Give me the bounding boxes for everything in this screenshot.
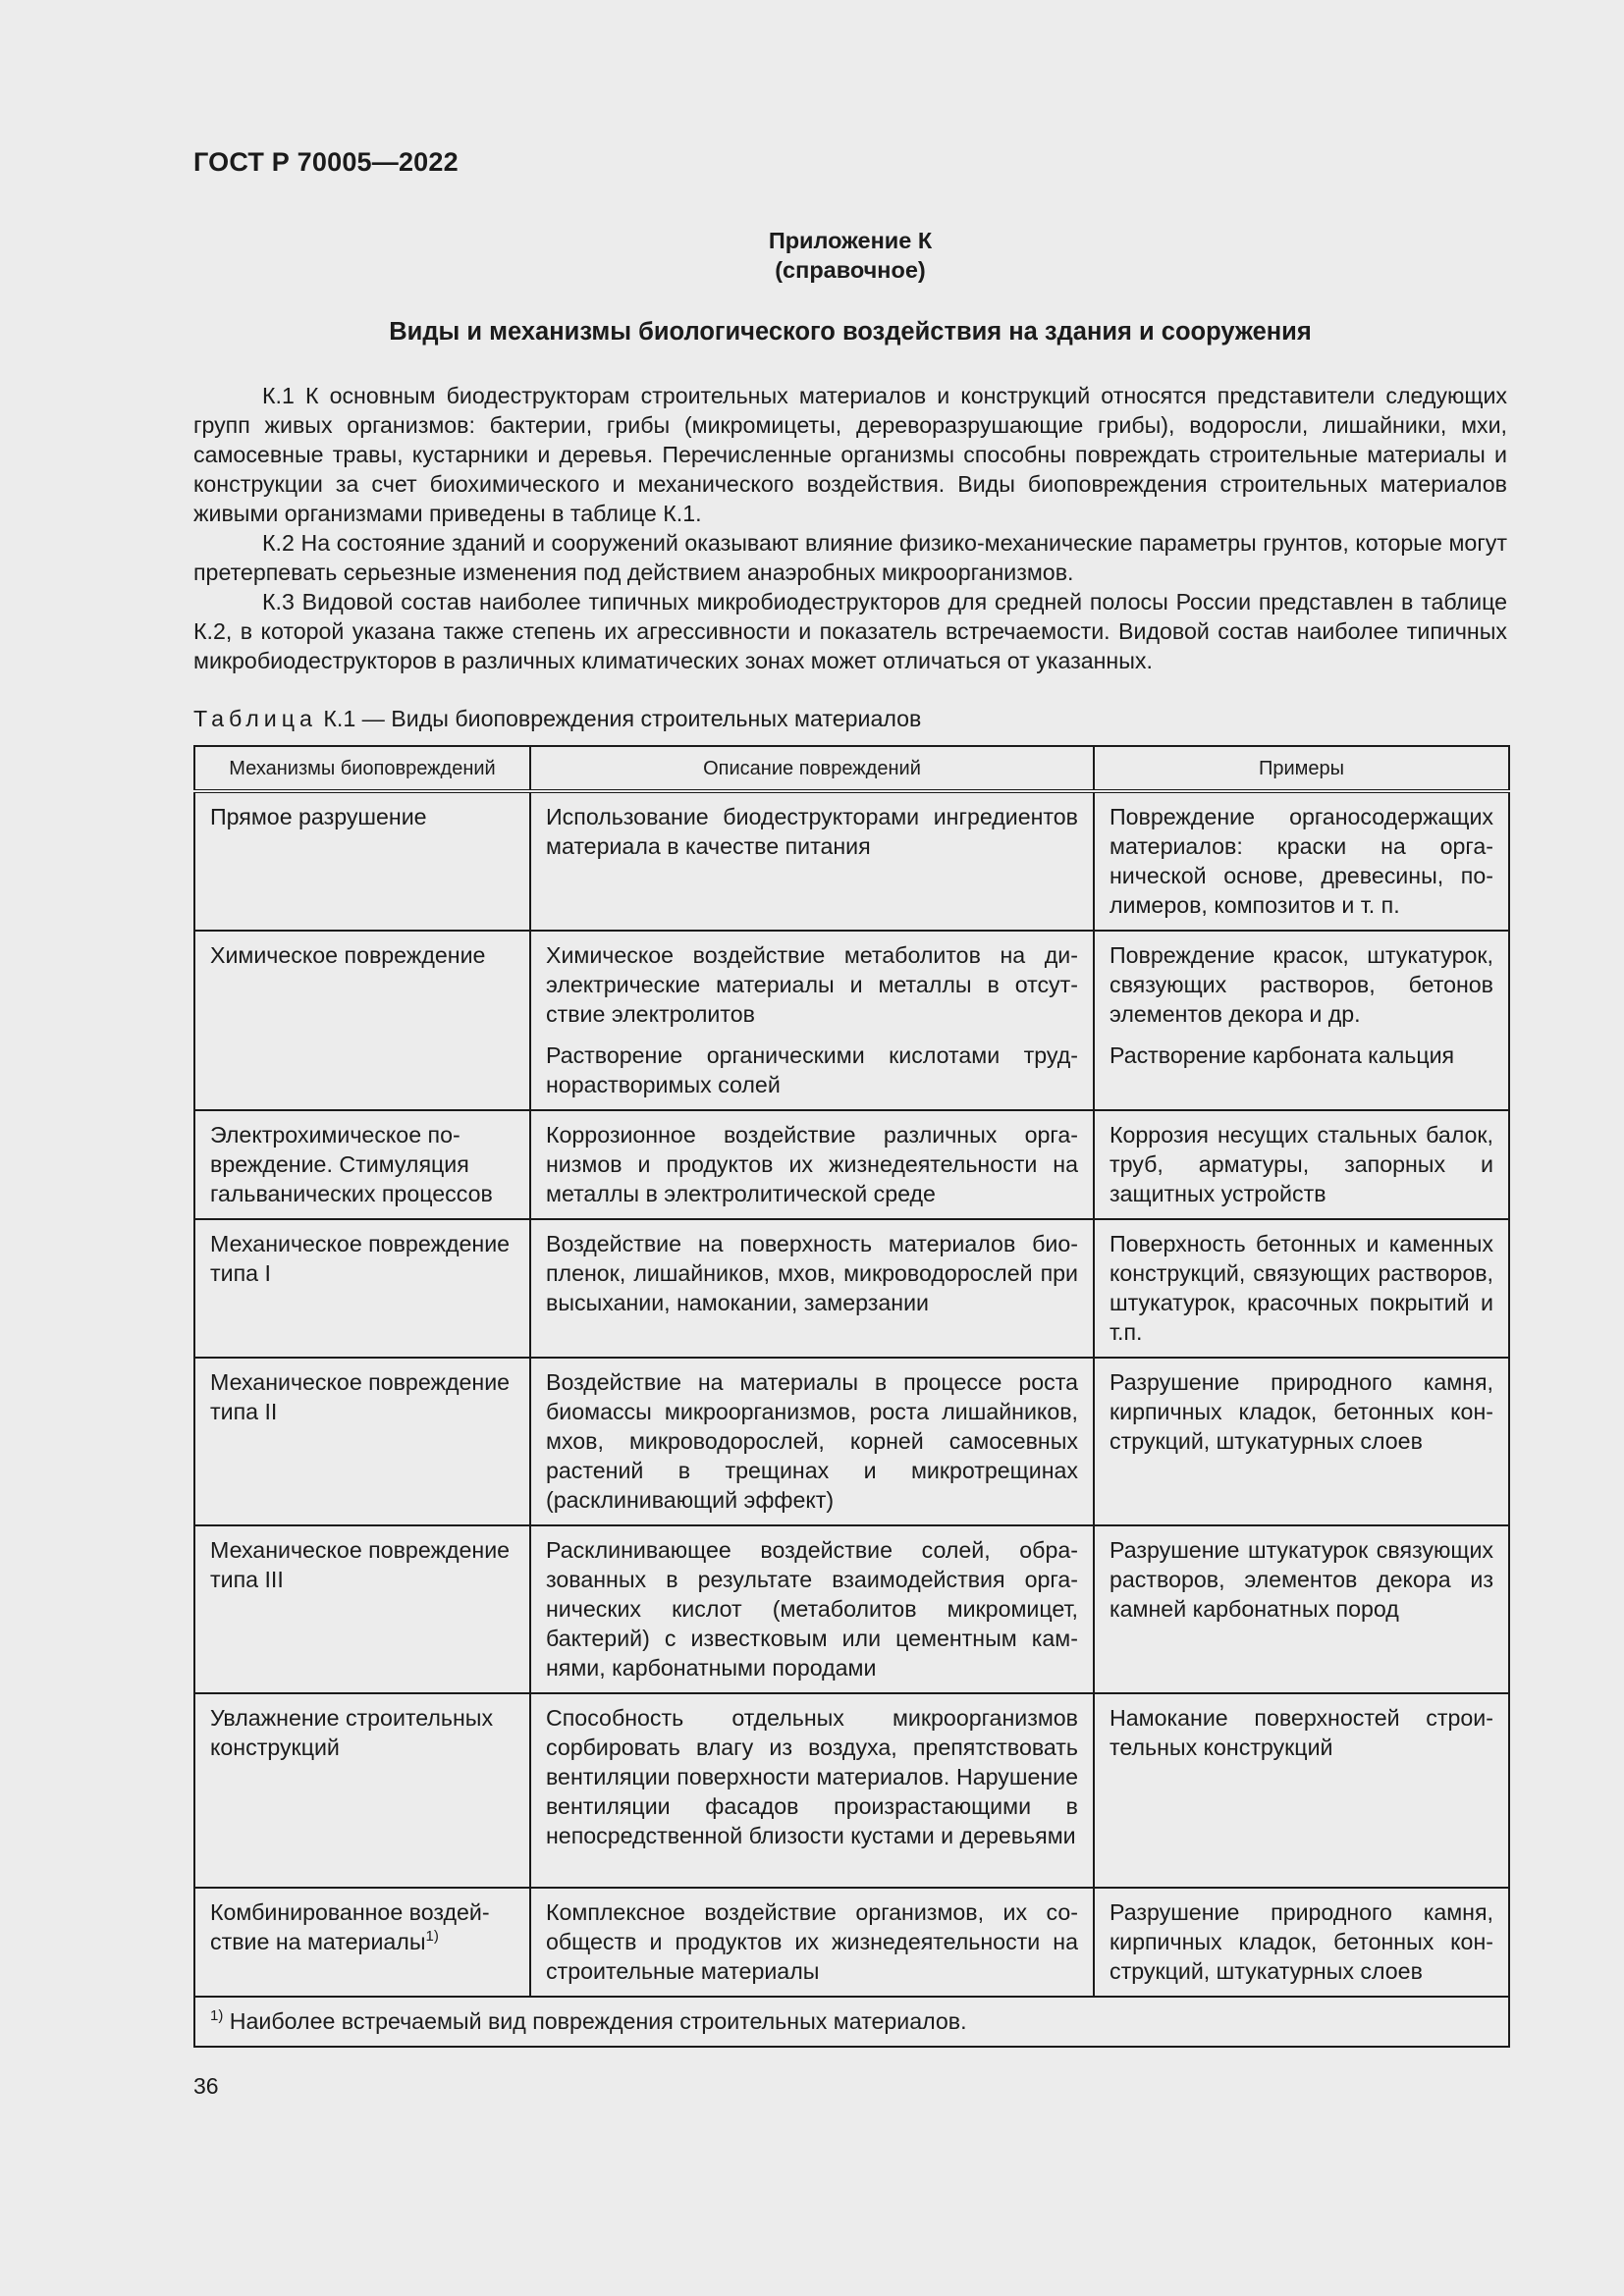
header-mechanism: Механизмы биоповреждений <box>194 746 530 791</box>
description-text: Способность отдельных микроорганизмов сорбировать влагу из воздуха, препятствовать вентиляции поверхности материалов. Нарушение вентиляции фасадов произрастающими в непосредственной близости кустами и деревьями <box>546 1705 1078 1848</box>
cell-mechanism: Механическое повреждение типа II <box>194 1358 530 1525</box>
cell-description <box>530 1110 1094 1219</box>
description-text: Растворение органическими кислотами труднорастворимых солей <box>546 1042 1078 1097</box>
table-header-row <box>194 746 1509 791</box>
appendix-heading <box>193 226 1507 285</box>
biodamage-table <box>193 745 1510 2048</box>
cell-examples <box>1094 1693 1509 1888</box>
examples-text: Коррозия несущих стальных балок, труб, арматуры, запорных и защитных устройств <box>1110 1122 1493 1206</box>
table-row <box>194 1525 1509 1693</box>
description-text: Коррозионное воздействие различных организмов и продуктов их жизнедеятельности на металлы в электролитической среде <box>546 1122 1078 1206</box>
cell-examples <box>1094 791 1509 931</box>
description-text: Комплексное воздействие организмов, их сообществ и продуктов их жизнедеятельности на строительные материалы <box>546 1899 1078 1984</box>
examples-text: Повреждение органосодержащих материалов: краски на органической основе, древесины, полимеров, композитов и т. п. <box>1110 804 1493 918</box>
cell-description <box>530 1525 1094 1693</box>
cell-examples <box>1094 1110 1509 1219</box>
standard-number: ГОСТ Р 70005—2022 <box>193 147 459 177</box>
table-caption <box>193 704 921 733</box>
cell-examples <box>1094 931 1509 1110</box>
table-footnote-row <box>194 1997 1509 2047</box>
description-text: Химическое воздействие метаболитов на диэлектрические материалы и металлы в отсутствие электролитов <box>546 942 1078 1027</box>
cell-mechanism: Механическое повреждение типа III <box>194 1525 530 1693</box>
page-number: 36 <box>193 2073 219 2099</box>
footnote-mark: 1) <box>210 2007 224 2024</box>
paragraph-k2: К.2 На состояние зданий и сооружений оказывают влияние физико-механические параметры грунтов, которые могут претерпевать серьезные изменения под действием анаэробных микроорганизмов. <box>193 530 1507 585</box>
description-text: Воздействие на поверхность материалов биопленок, лишайников, мхов, микроводорослей при высыхании, намокании, замерзании <box>546 1231 1078 1315</box>
paragraph-k3: К.3 Видовой состав наиболее типичных микробиодеструкторов для средней полосы России представлен в таблице К.2, в которой указана также степень их агрессивности и показатель встречаемости. Видовой состав наиболее типичных микробиодеструкторов в различных климатических зонах может отличаться от указанных. <box>193 589 1507 673</box>
table-caption-text: К.1 — Виды биоповреждения строительных материалов <box>316 706 922 731</box>
examples-text: Намокание поверхностей строительных конструкций <box>1110 1705 1493 1760</box>
description-text: Использование биодеструкторами ингредиентов материала в качестве питания <box>546 804 1078 859</box>
cell-mechanism: Увлажнение строительных конструкций <box>194 1693 530 1888</box>
cell-description <box>530 1219 1094 1358</box>
appendix-label: Приложение К <box>768 228 933 253</box>
header-examples: Примеры <box>1094 746 1509 791</box>
footnote-reference: 1) <box>425 1928 439 1945</box>
cell-mechanism <box>194 1888 530 1997</box>
description-text: Воздействие на материалы в процессе роста биомассы микроорганизмов, роста лишайников, мхов, микроводорослей, корней самосевных растений в трещинах и микротрещинах (расклинивающий эффект) <box>546 1369 1078 1513</box>
table-footnote <box>194 1997 1509 2047</box>
cell-examples <box>1094 1219 1509 1358</box>
examples-text: Разрушение природного камня, кирпичных кладок, бетонных конструкций, штукатурных слоев <box>1110 1369 1493 1454</box>
header-description: Описание повреждений <box>530 746 1094 791</box>
cell-examples <box>1094 1358 1509 1525</box>
cell-description <box>530 1358 1094 1525</box>
description-text: Расклинивающее воздействие солей, образованных в результате взаимодействия органических кислот (метаболитов микромицет, бактерий) с известковым или цементным камнями, карбонатными породами <box>546 1537 1078 1681</box>
examples-text: Растворение карбоната кальция <box>1110 1042 1455 1068</box>
paragraph-k1: К.1 К основным биодеструкторам строительных материалов и конструкций относятся представители следующих групп живых организмов: бактерии, грибы (микромицеты, дереворазрушающие грибы), водоросли, лишайники, мхи, самосевные травы, кустарники и деревья. Перечисленные организмы способны повреждать строительные материалы и конструкции за счет биохимического и механического воздействия. Виды биоповреждения строительных материалов живыми организмами приведены в таблице К.1. <box>193 383 1507 526</box>
table-caption-label: Таблица <box>193 706 317 731</box>
examples-text: Разрушение штукатурок связующих растворов, элементов декора из камней карбонатных пород <box>1110 1537 1493 1622</box>
cell-mechanism: Химическое повреждение <box>194 931 530 1110</box>
body-text <box>193 381 1507 675</box>
table-row <box>194 1693 1509 1888</box>
cell-mechanism: Механическое повреждение типа I <box>194 1219 530 1358</box>
table-row <box>194 1110 1509 1219</box>
appendix-title: Виды и механизмы биологического воздействия на здания и сооружения <box>389 318 1312 346</box>
mechanism-text: Комбинированное воздействие на материалы <box>210 1899 490 1954</box>
examples-text: Разрушение природного камня, кирпичных кладок, бетонных конструкций, штукатурных слоев <box>1110 1899 1493 1984</box>
cell-mechanism: Прямое разрушение <box>194 791 530 931</box>
table-row <box>194 1358 1509 1525</box>
cell-description <box>530 931 1094 1110</box>
footnote-text: Наиболее встречаемый вид повреждения строительных материалов. <box>223 2008 967 2034</box>
examples-text: Повреждение красок, штукатурок, связующих растворов, бетонов элементов декора и др. <box>1110 942 1493 1027</box>
appendix-type: (справочное) <box>775 257 926 283</box>
table-row <box>194 1219 1509 1358</box>
cell-description <box>530 1888 1094 1997</box>
table-row <box>194 931 1509 1110</box>
cell-examples <box>1094 1525 1509 1693</box>
cell-mechanism: Электрохимическое повреждение. Стимуляция гальванических процессов <box>194 1110 530 1219</box>
table-row <box>194 1888 1509 1997</box>
cell-examples <box>1094 1888 1509 1997</box>
cell-description <box>530 791 1094 931</box>
cell-description <box>530 1693 1094 1888</box>
examples-text: Поверхность бетонных и каменных конструкций, связующих растворов, штукатурок, красочных покрытий и т.п. <box>1110 1231 1493 1345</box>
table-row <box>194 791 1509 931</box>
